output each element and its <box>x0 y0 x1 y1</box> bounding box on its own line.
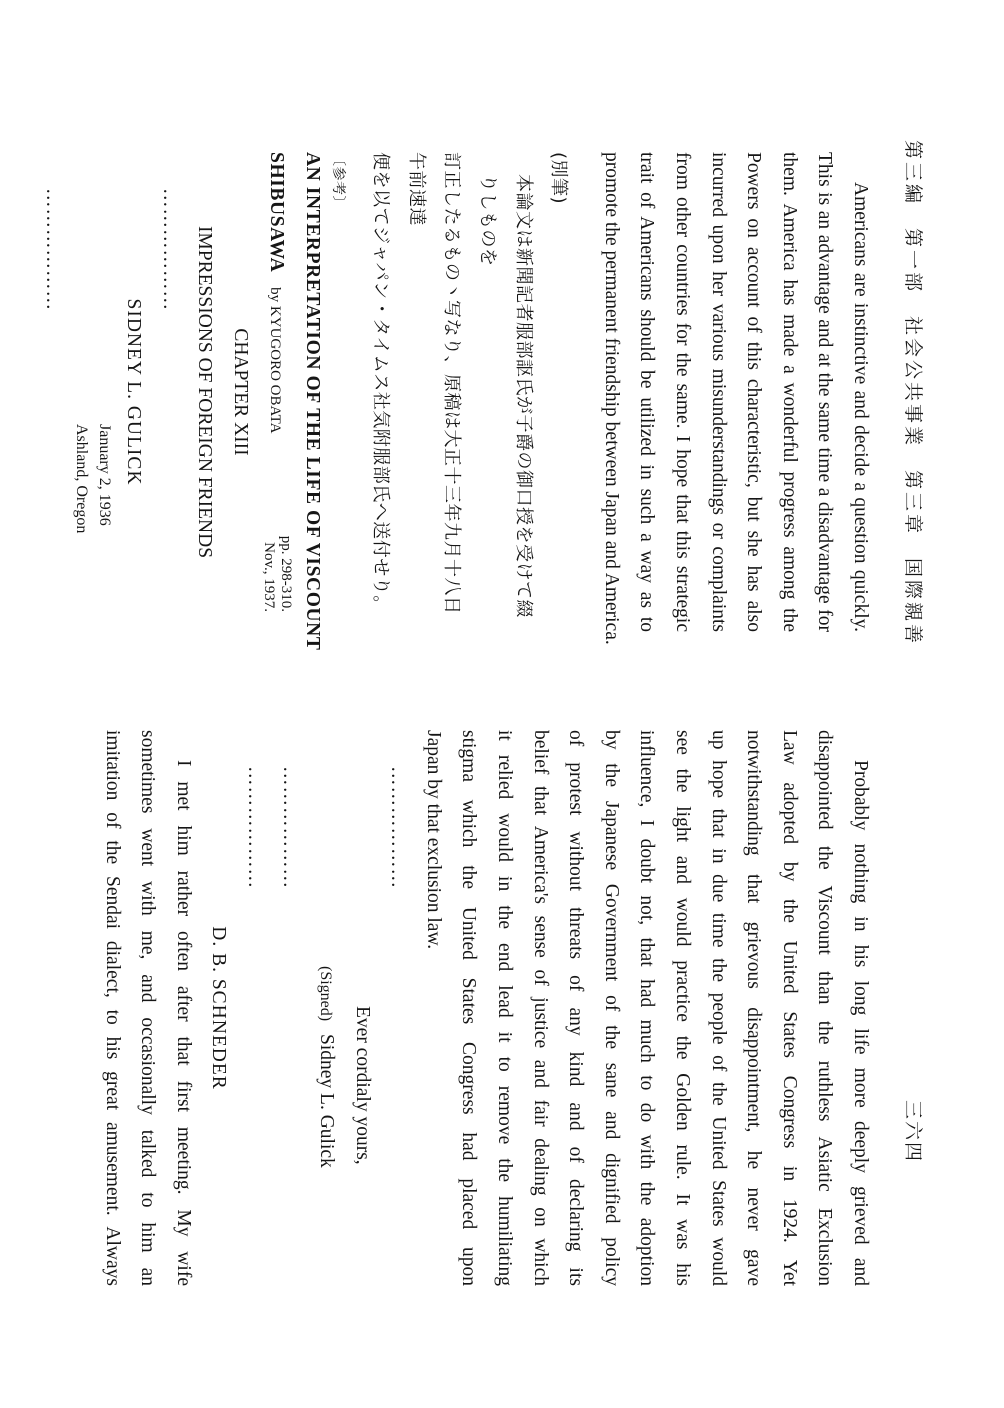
text-line: promote the permanent friendship between Japan and America. <box>600 152 622 645</box>
text-line: up hope that in due time the people of the United States would <box>707 730 729 1286</box>
text-line: belief that America's sense of justice and fair dealing on which <box>529 730 551 1286</box>
text-line: them. America has made a wonderful progress among the <box>778 152 800 632</box>
right-column <box>94 730 878 1286</box>
reference-label: 〔参考〕 <box>329 152 346 210</box>
text-line: by the Japanese Government of the sane and dignified policy <box>600 730 622 1286</box>
text-line: Japan by that exclusion law. <box>422 730 444 950</box>
text-line: from other countries for the same. I hope that this strategic <box>672 152 694 632</box>
text-line: I met him rather often after that first meeting. My wife <box>172 760 194 1286</box>
ellipsis-divider: ……………… <box>41 188 63 311</box>
japanese-note-line: 訂正したるもの丶写なり、原稿は大正十三年九月十八日午前速達 <box>405 152 463 615</box>
left-column <box>34 152 878 651</box>
japanese-note-line: 便を以てジャパン・タイムス社気附服部氏へ送付せり。 <box>370 152 392 614</box>
ellipsis-divider: ……………… <box>243 766 265 889</box>
text-line: trait of Americans should be utilized in such a way as to <box>636 152 658 632</box>
letter-closing: Ever cordialy yours, <box>351 1006 373 1165</box>
text-line: disappointed the Viscount than the ruthless Asiatic Exclusion <box>814 730 836 1286</box>
text-line: influence, I doubt not, that had much to do with the adoption <box>636 730 658 1286</box>
signed-prefix: (Signed) <box>317 966 335 1022</box>
text-line: Americans are instinctive and decide a question quickly. <box>850 182 871 632</box>
text-line: notwithstanding that grievous disappointment, he never gave <box>743 730 765 1286</box>
second-author: D. B. SCHNEDER <box>208 926 230 1090</box>
text-line: it relied would in the end lead it to remove the humiliating <box>494 730 516 1286</box>
letter-author: SIDNEY L. GULICK <box>123 298 145 486</box>
text-line: stigma which the United States Congress had placed upon <box>458 730 480 1286</box>
chapter-heading: CHAPTER XIII <box>230 328 252 456</box>
text-line: This is an advantage and at the same time a disadvantage for <box>814 152 836 632</box>
ellipsis-divider: ……………… <box>387 766 409 889</box>
text-line: Powers on account of this characteristic, but she has also <box>743 152 765 632</box>
letter-signature <box>308 730 345 1286</box>
note-label: (別筆) <box>548 152 570 205</box>
page-number: 三六四 <box>902 1100 923 1164</box>
article-title-continued: SHIBUSAWA <box>266 152 288 273</box>
ellipsis-divider: ……………… <box>279 766 301 889</box>
article-reference <box>260 536 294 612</box>
text-line: incurred upon her various misunderstandings or complaints <box>707 152 729 632</box>
ellipsis-divider: ……………… <box>158 188 180 311</box>
letter-date: January 2, 1936 <box>95 424 113 526</box>
text-line: sometimes went with me, and occasionally talked to him an <box>137 730 159 1286</box>
letter-dateline <box>70 152 116 632</box>
paragraph-americans <box>593 152 878 645</box>
signed-name: Sidney L. Gulick <box>316 1033 338 1168</box>
running-head: 第三編 第一部 社会公共事業 第三章 国際親善 <box>902 140 923 647</box>
letter-place: Ashland, Oregon <box>72 424 90 534</box>
article-byline: by KYUGORO OBATA <box>267 287 284 434</box>
article-title: AN INTERPRETATION OF THE LIFE OF VISCOUNT <box>301 152 323 651</box>
text-line: Law adopted by the United States Congress in 1924. Yet <box>778 730 800 1286</box>
japanese-note-line: 本論文は新聞記者服部𧦅氏が子爵の御口授を受けて綴りしものを <box>477 174 534 618</box>
article-pages: pp. 298-310. <box>278 535 295 612</box>
chapter-title: IMPRESSIONS OF FOREIGN FRIENDS <box>194 225 216 559</box>
paragraph-met-him <box>94 730 201 1286</box>
text-line: see the light and would practice the Golden rule. It was his <box>672 730 694 1286</box>
text-line: Probably nothing in his long life more deeply grieved and <box>850 760 871 1286</box>
text-line: of protest without threats of any kind and of declaring its <box>565 730 587 1286</box>
paragraph-exclusion-law <box>415 730 878 1286</box>
article-date: Nov., 1937. <box>261 542 278 612</box>
text-line: imitation of the Sendai dialect, to his great amusement. Always <box>101 730 123 1286</box>
